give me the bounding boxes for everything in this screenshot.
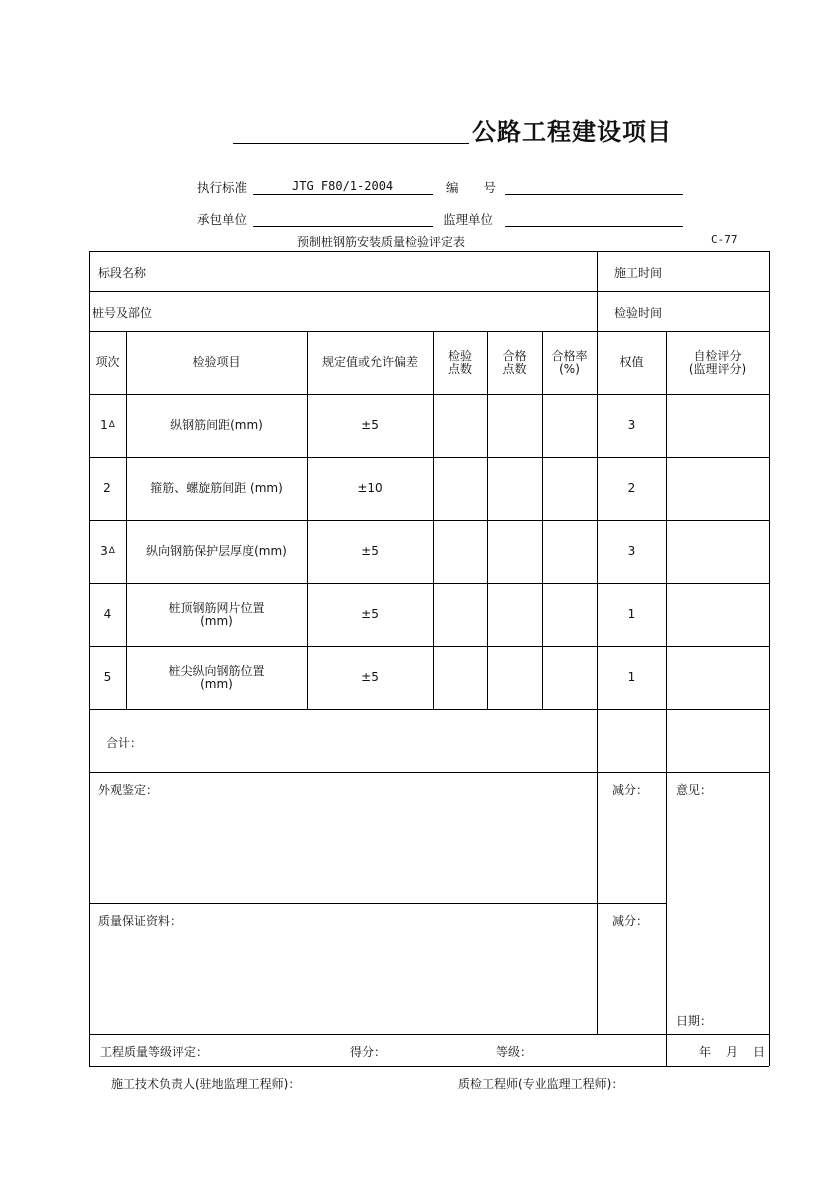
opinion-label: 意见： xyxy=(676,783,713,797)
table-row-item-no xyxy=(89,583,126,646)
exec-standard-label: 执行标准 xyxy=(197,180,248,195)
row-spec-text: ±5 xyxy=(361,544,379,558)
row-spec-text: ±5 xyxy=(361,607,379,621)
table-row-pass-points-field[interactable] xyxy=(487,394,542,457)
form-code: C-77 xyxy=(711,233,738,246)
construction-time-label: 施工时间 xyxy=(614,266,663,280)
col-header-pass-points-line1: 合格 xyxy=(502,348,527,363)
col-header-weight-text: 权值 xyxy=(619,355,644,369)
supervisor-label: 监理单位 xyxy=(443,212,494,227)
table-row-self-score-field[interactable] xyxy=(666,520,769,583)
exec-standard-field[interactable] xyxy=(253,194,433,195)
year-label: 年 xyxy=(699,1045,712,1059)
col-header-inspection-item-text: 检验项目 xyxy=(192,355,241,369)
col-header-self-score-line2: (监理评分) xyxy=(688,361,747,376)
col-header-spec-value xyxy=(307,331,433,394)
row-weight-text: 1 xyxy=(627,607,636,621)
table-row-weight xyxy=(597,520,666,583)
score-label: 得分： xyxy=(350,1045,387,1059)
row-spec-text: ±10 xyxy=(357,481,383,495)
table-row-spec-value xyxy=(307,646,433,709)
col-header-check-points xyxy=(433,331,487,394)
total-score-field[interactable] xyxy=(666,709,769,772)
table-row-pass-rate-field[interactable] xyxy=(542,520,597,583)
table-row-pass-points-field[interactable] xyxy=(487,457,542,520)
col-header-pass-rate-line1: 合格率 xyxy=(551,348,588,363)
row-item-unit: (mm) xyxy=(200,676,233,691)
date-label: 日期： xyxy=(676,1014,713,1028)
form-border-bottom xyxy=(89,1066,769,1067)
col-header-item-no-text: 项次 xyxy=(95,355,120,369)
table-row-spec-value xyxy=(307,457,433,520)
exec-standard-value: JTG F80/1-2004 xyxy=(292,179,394,193)
appearance-field[interactable] xyxy=(94,799,592,899)
appearance-label: 外观鉴定： xyxy=(98,783,159,797)
row-spec-text: ±5 xyxy=(361,670,379,684)
row-divider xyxy=(89,772,769,773)
table-row-pass-rate-field[interactable] xyxy=(542,583,597,646)
table-row-check-points-field[interactable] xyxy=(433,457,487,520)
project-name-blank[interactable] xyxy=(233,143,469,144)
table-row-self-score-field[interactable] xyxy=(666,457,769,520)
row-divider xyxy=(89,903,666,904)
inspection-form xyxy=(89,251,769,1066)
key-item-mark: Δ xyxy=(108,546,115,556)
table-row-pass-rate-field[interactable] xyxy=(542,646,597,709)
col-header-weight xyxy=(597,331,666,394)
form-title: 预制桩钢筋安装质量检验评定表 xyxy=(297,235,466,249)
table-row-pass-points-field[interactable] xyxy=(487,646,542,709)
col-header-pass-rate-line2: (%) xyxy=(559,361,580,376)
table-row-weight xyxy=(597,394,666,457)
table-row-check-points-field[interactable] xyxy=(433,583,487,646)
total-weight-field[interactable] xyxy=(597,709,666,772)
row-weight-text: 3 xyxy=(627,418,636,432)
quality-docs-label: 质量保证资料： xyxy=(98,914,183,928)
table-row-check-points-field[interactable] xyxy=(433,520,487,583)
row-no: 4 xyxy=(103,607,112,621)
row-item-text: 桩尖纵向钢筋位置 xyxy=(168,663,265,678)
inspection-time-label: 检验时间 xyxy=(614,306,663,320)
table-row-self-score-field[interactable] xyxy=(666,583,769,646)
contractor-label: 承包单位 xyxy=(197,212,248,227)
col-header-item-no xyxy=(89,331,126,394)
table-row-spec-value xyxy=(307,583,433,646)
table-row-item-no xyxy=(89,457,126,520)
pile-location-label: 桩号及部位 xyxy=(92,306,153,320)
key-item-mark: Δ xyxy=(108,420,115,430)
col-header-spec-value-text: 规定值或允许偏差 xyxy=(321,355,418,369)
row-item-text: 桩顶钢筋网片位置 xyxy=(168,600,265,615)
tech-lead-signature-label: 施工技术负责人(驻地监理工程师)： xyxy=(111,1077,301,1091)
table-row-self-score-field[interactable] xyxy=(666,646,769,709)
number-field[interactable] xyxy=(505,194,683,195)
table-row-spec-value xyxy=(307,394,433,457)
row-no: 5 xyxy=(103,670,112,684)
col-header-check-points-line2: 点数 xyxy=(447,361,472,376)
quality-docs-field[interactable] xyxy=(94,930,592,1030)
deduction-label-2: 减分： xyxy=(612,914,649,928)
col-header-pass-points-line2: 点数 xyxy=(502,361,527,376)
row-divider xyxy=(89,1034,769,1035)
col-header-self-score xyxy=(666,331,769,394)
row-weight-text: 3 xyxy=(627,544,636,558)
col-header-self-score-line1: 自检评分 xyxy=(693,348,742,363)
total-label: 合计： xyxy=(106,736,143,750)
table-row-check-points-field[interactable] xyxy=(433,646,487,709)
form-border-right xyxy=(769,251,770,1066)
table-row-inspection-item xyxy=(126,583,307,646)
row-no: 1 xyxy=(100,418,108,432)
row-item-unit: (mm) xyxy=(200,613,233,628)
section-name-field[interactable] xyxy=(169,252,589,290)
col-header-check-points-line1: 检验 xyxy=(447,348,472,363)
table-row-check-points-field[interactable] xyxy=(433,394,487,457)
table-row-self-score-field[interactable] xyxy=(666,394,769,457)
row-item-text: 箍筋、螺旋筋间距 (mm) xyxy=(150,481,283,495)
row-no: 3 xyxy=(100,544,108,558)
page-title: 公路工程建设项目 xyxy=(472,118,672,146)
table-row-weight xyxy=(597,457,666,520)
col-divider xyxy=(597,251,598,331)
row-weight-text: 1 xyxy=(627,670,636,684)
contractor-field[interactable] xyxy=(253,226,433,227)
number-label: 编 号 xyxy=(446,180,497,195)
supervisor-field[interactable] xyxy=(505,226,683,227)
section-name-label: 标段名称 xyxy=(98,266,147,280)
grade-eval-label: 工程质量等级评定： xyxy=(100,1045,209,1059)
row-weight-text: 2 xyxy=(627,481,636,495)
row-item-text: 纵钢筋间距(mm) xyxy=(170,418,263,432)
table-row-item-no xyxy=(89,394,126,457)
col-header-pass-rate xyxy=(542,331,597,394)
day-label: 日 xyxy=(753,1045,766,1059)
table-row-spec-value xyxy=(307,520,433,583)
table-row-pass-rate-field[interactable] xyxy=(542,457,597,520)
pile-location-field[interactable] xyxy=(169,292,589,330)
table-row-item-no xyxy=(89,520,126,583)
month-label: 月 xyxy=(726,1045,739,1059)
table-row-pass-points-field[interactable] xyxy=(487,583,542,646)
deduction-label: 减分： xyxy=(612,783,649,797)
table-row-pass-rate-field[interactable] xyxy=(542,394,597,457)
table-row-pass-points-field[interactable] xyxy=(487,520,542,583)
table-row-weight xyxy=(597,646,666,709)
col-header-inspection-item xyxy=(126,331,307,394)
table-row-inspection-item xyxy=(126,520,307,583)
qc-engineer-signature-label: 质检工程师(专业监理工程师)： xyxy=(458,1077,624,1091)
table-row-inspection-item xyxy=(126,646,307,709)
row-item-text: 纵向钢筋保护层厚度(mm) xyxy=(146,544,287,558)
table-row-inspection-item xyxy=(126,457,307,520)
table-row-inspection-item xyxy=(126,394,307,457)
table-row-weight xyxy=(597,583,666,646)
table-row-item-no xyxy=(89,646,126,709)
grade-label: 等级： xyxy=(496,1045,533,1059)
row-no: 2 xyxy=(103,481,111,495)
col-header-pass-points xyxy=(487,331,542,394)
row-spec-text: ±5 xyxy=(361,418,379,432)
